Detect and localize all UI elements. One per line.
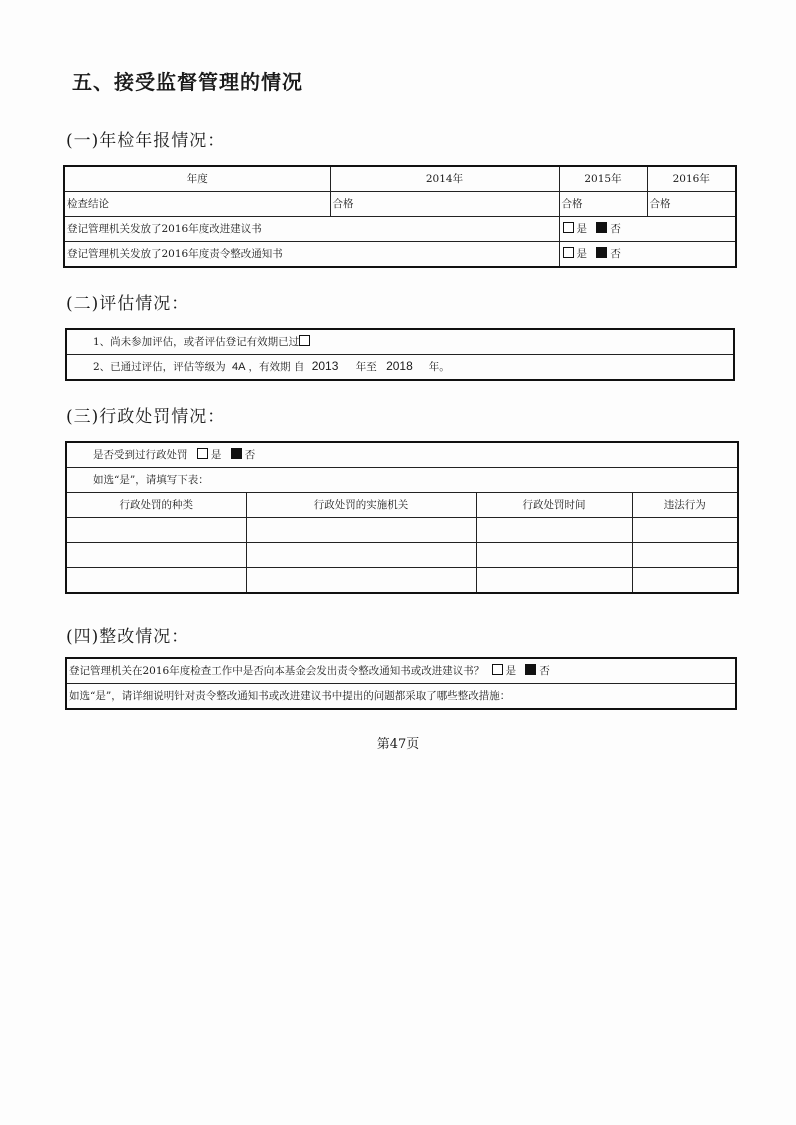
evaluation-line-2-suffix: 年。 (428, 361, 450, 374)
no-label: 否 (610, 248, 621, 261)
evaluation-table (65, 328, 735, 381)
table-row (66, 684, 736, 710)
no-label: 否 (244, 449, 256, 462)
rectification-question (66, 658, 736, 684)
notice-choice (559, 242, 736, 268)
empty-cell[interactable] (66, 518, 246, 543)
table-row (66, 568, 738, 594)
penalty-instruction: 如选“是”，请填写下表： (66, 468, 738, 493)
empty-cell[interactable] (476, 518, 632, 543)
notice-row-label: 登记管理机关发放了2016年度责令整改通知书 (64, 242, 559, 268)
empty-cell[interactable] (246, 568, 476, 594)
annual-inspection-table (63, 165, 737, 268)
evaluation-line-1-text: 1、尚未参加评估，或者评估登记有效期已过 (93, 336, 300, 349)
table-row (66, 518, 738, 543)
empty-cell[interactable] (632, 518, 738, 543)
rectification-question-text: 登记管理机关在2016年度检查工作中是否向本基金会发出责令整改通知书或改进建议书？ (69, 665, 485, 678)
penalty-heading: (三)行政处罚情况： (66, 407, 226, 427)
no-label: 否 (610, 223, 621, 236)
column-header: 违法行为 (632, 493, 738, 518)
rectification-heading: (四)整改情况： (66, 627, 190, 647)
yes-checkbox[interactable] (563, 247, 574, 258)
penalty-question (66, 442, 738, 468)
yes-label: 是 (576, 248, 587, 261)
empty-cell[interactable] (66, 543, 246, 568)
no-checkbox-checked[interactable] (596, 222, 607, 233)
empty-cell[interactable] (246, 543, 476, 568)
yes-checkbox[interactable] (492, 664, 503, 675)
evaluation-line-2 (66, 355, 734, 381)
year-2014-header: 2014年 (330, 166, 559, 192)
table-header-row (66, 493, 738, 518)
table-row (66, 442, 738, 468)
evaluation-line-2-mid: ，有效期 自 (248, 361, 305, 374)
valid-from-year: 2013 (311, 359, 339, 374)
penalty-table (65, 441, 739, 594)
evaluation-line-2-prefix: 2、已通过评估，评估等级为 (93, 361, 226, 374)
conclusion-2016: 合格 (647, 192, 736, 217)
table-row (66, 658, 736, 684)
table-row (64, 192, 736, 217)
column-header: 行政处罚的种类 (66, 493, 246, 518)
evaluation-grade: 4A (232, 361, 246, 374)
valid-to-year: 2018 (386, 359, 413, 374)
table-row (66, 329, 734, 355)
section-title: 五、接受监督管理的情况 (72, 70, 303, 94)
table-row (66, 468, 738, 493)
table-row (64, 166, 736, 192)
empty-cell[interactable] (632, 568, 738, 594)
yes-checkbox[interactable] (197, 448, 208, 459)
conclusion-2015: 合格 (559, 192, 647, 217)
empty-cell[interactable] (66, 568, 246, 594)
annual-inspection-heading: (一)年检年报情况： (66, 131, 226, 151)
no-label: 否 (539, 665, 550, 678)
no-checkbox-checked[interactable] (596, 247, 607, 258)
evaluation-heading: (二)评估情况： (66, 294, 190, 314)
yes-label: 是 (505, 665, 517, 678)
no-checkbox-checked[interactable] (231, 448, 242, 459)
empty-cell[interactable] (246, 518, 476, 543)
suggestion-choice (559, 217, 736, 242)
column-header: 行政处罚的实施机关 (246, 493, 476, 518)
evaluation-line-1 (66, 329, 734, 355)
table-row (66, 543, 738, 568)
conclusion-2014: 合格 (330, 192, 559, 217)
rectification-table (65, 657, 737, 710)
not-evaluated-checkbox[interactable] (299, 335, 310, 346)
column-header: 行政处罚时间 (476, 493, 632, 518)
yes-label: 是 (210, 449, 222, 462)
penalty-question-text: 是否受到过行政处罚 (93, 449, 188, 462)
table-row (66, 355, 734, 381)
year-header: 年度 (64, 166, 330, 192)
table-row (64, 217, 736, 242)
yes-label: 是 (576, 223, 587, 236)
suggestion-row-label: 登记管理机关发放了2016年度改进建议书 (64, 217, 559, 242)
conclusion-label: 检查结论 (64, 192, 330, 217)
page-number: 第47页 (376, 737, 420, 752)
empty-cell[interactable] (632, 543, 738, 568)
year-2016-header: 2016年 (647, 166, 736, 192)
no-checkbox-checked[interactable] (525, 664, 536, 675)
year-2015-header: 2015年 (559, 166, 647, 192)
empty-cell[interactable] (476, 568, 632, 594)
evaluation-line-2-to: 年至 (355, 361, 377, 374)
yes-checkbox[interactable] (563, 222, 574, 233)
empty-cell[interactable] (476, 543, 632, 568)
rectification-instruction: 如选“是”，请详细说明针对责令整改通知书或改进建议书中提出的问题都采取了哪些整改措施： (66, 684, 736, 710)
table-row (64, 242, 736, 268)
